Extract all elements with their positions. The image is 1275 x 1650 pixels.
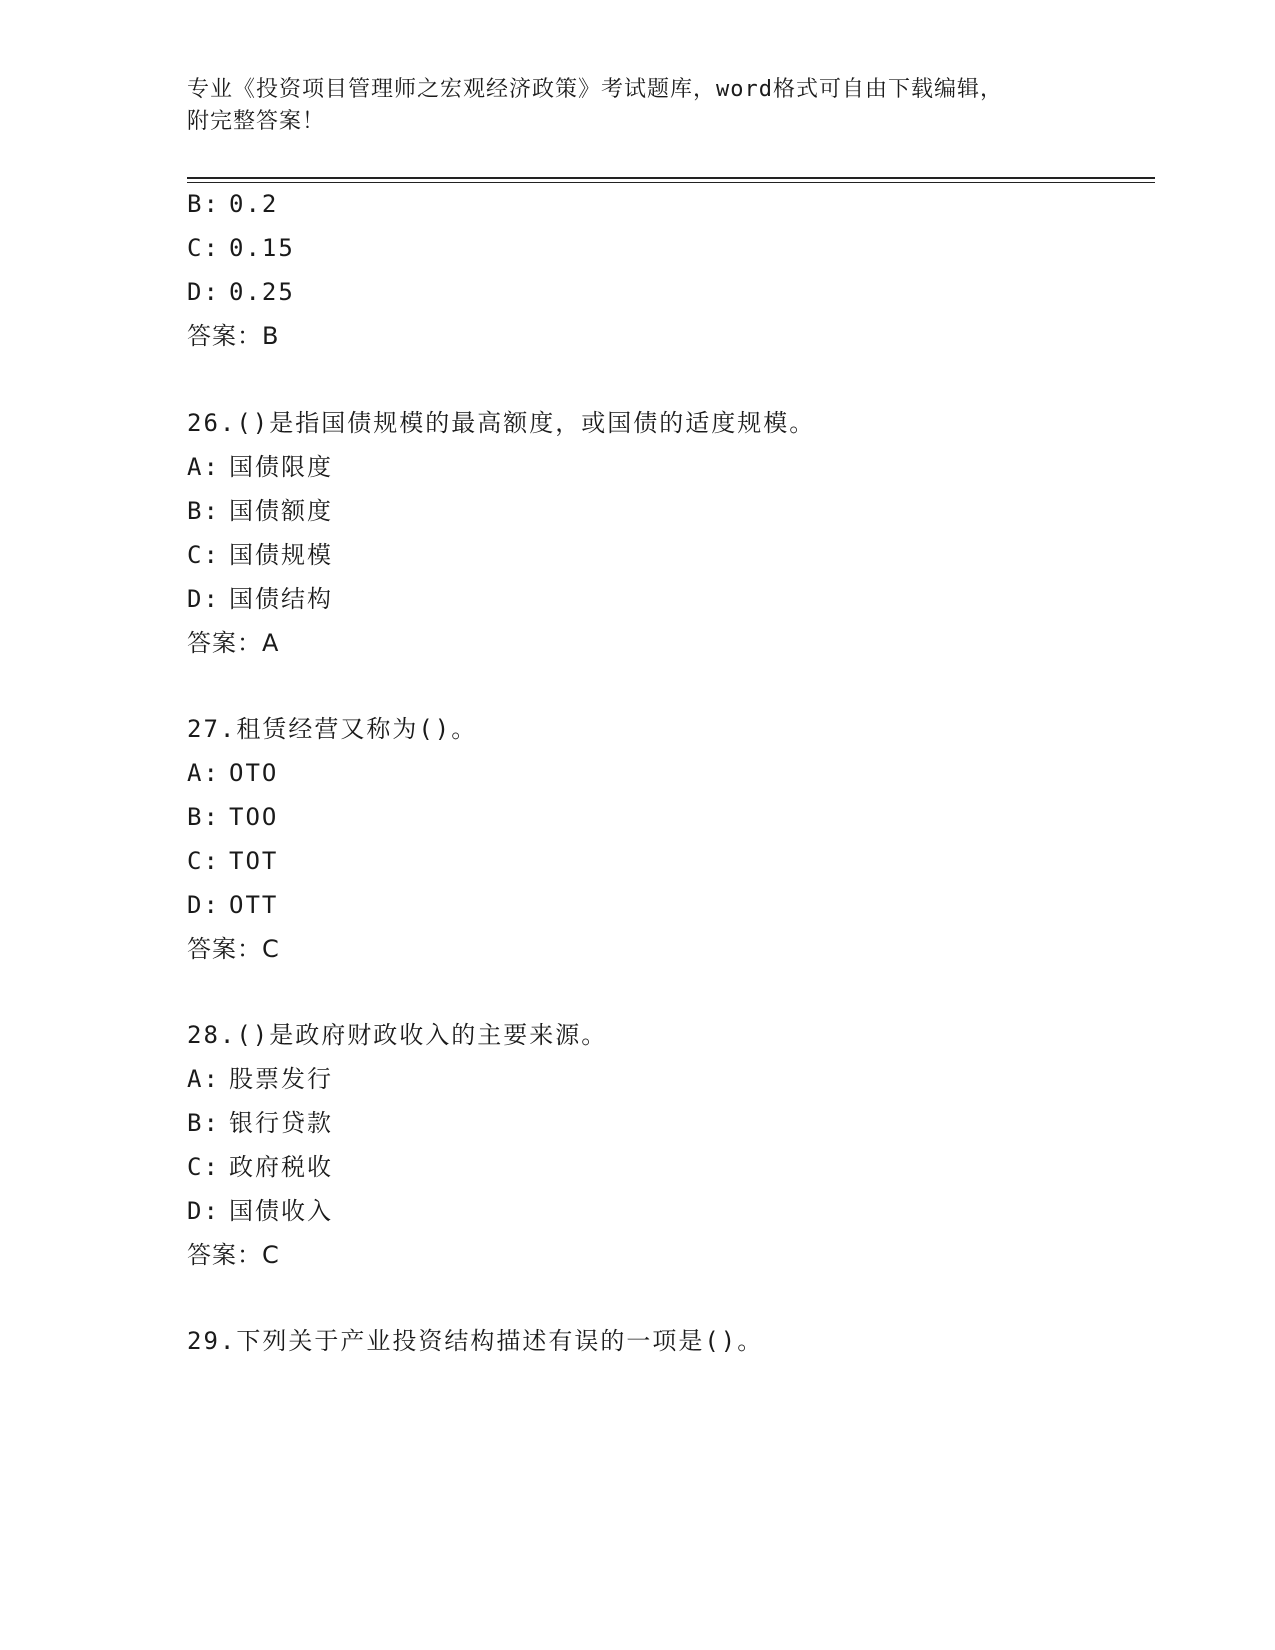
option-c: C: TOT bbox=[187, 847, 279, 875]
option-d: D: OTT bbox=[187, 891, 279, 919]
option-b: B: 国债额度 bbox=[187, 497, 333, 525]
option-c: C: 政府税收 bbox=[187, 1153, 333, 1181]
option-b: B: 0.2 bbox=[187, 190, 279, 218]
answer-line: 答案：C bbox=[187, 1241, 280, 1269]
header-divider-thick bbox=[187, 177, 1155, 179]
answer-line: 答案：B bbox=[187, 322, 280, 350]
answer-line: 答案：A bbox=[187, 629, 280, 657]
option-c: C: 0.15 bbox=[187, 234, 295, 262]
option-d: D: 0.25 bbox=[187, 278, 295, 306]
document-header bbox=[187, 74, 1067, 138]
option-a: A: 国债限度 bbox=[187, 453, 333, 481]
option-d: D: 国债收入 bbox=[187, 1197, 333, 1225]
option-a: A: OTO bbox=[187, 759, 279, 787]
question-stem: 29.下列关于产业投资结构描述有误的一项是()。 bbox=[187, 1327, 764, 1355]
option-c: C: 国债规模 bbox=[187, 541, 333, 569]
question-stem: 27.租赁经营又称为()。 bbox=[187, 715, 478, 743]
option-b: B: 银行贷款 bbox=[187, 1109, 333, 1137]
header-line-2: 附完整答案！ bbox=[187, 109, 326, 134]
header-divider-thin bbox=[187, 182, 1155, 183]
option-b: B: TOO bbox=[187, 803, 279, 831]
question-stem: 26.()是指国债规模的最高额度，或国债的适度规模。 bbox=[187, 409, 816, 437]
answer-line: 答案：C bbox=[187, 935, 280, 963]
option-d: D: 国债结构 bbox=[187, 585, 333, 613]
header-line-1: 专业《投资项目管理师之宏观经济政策》考试题库，word格式可自由下载编辑， bbox=[187, 77, 1003, 102]
question-stem: 28.()是政府财政收入的主要来源。 bbox=[187, 1021, 608, 1049]
option-a: A: 股票发行 bbox=[187, 1065, 333, 1093]
